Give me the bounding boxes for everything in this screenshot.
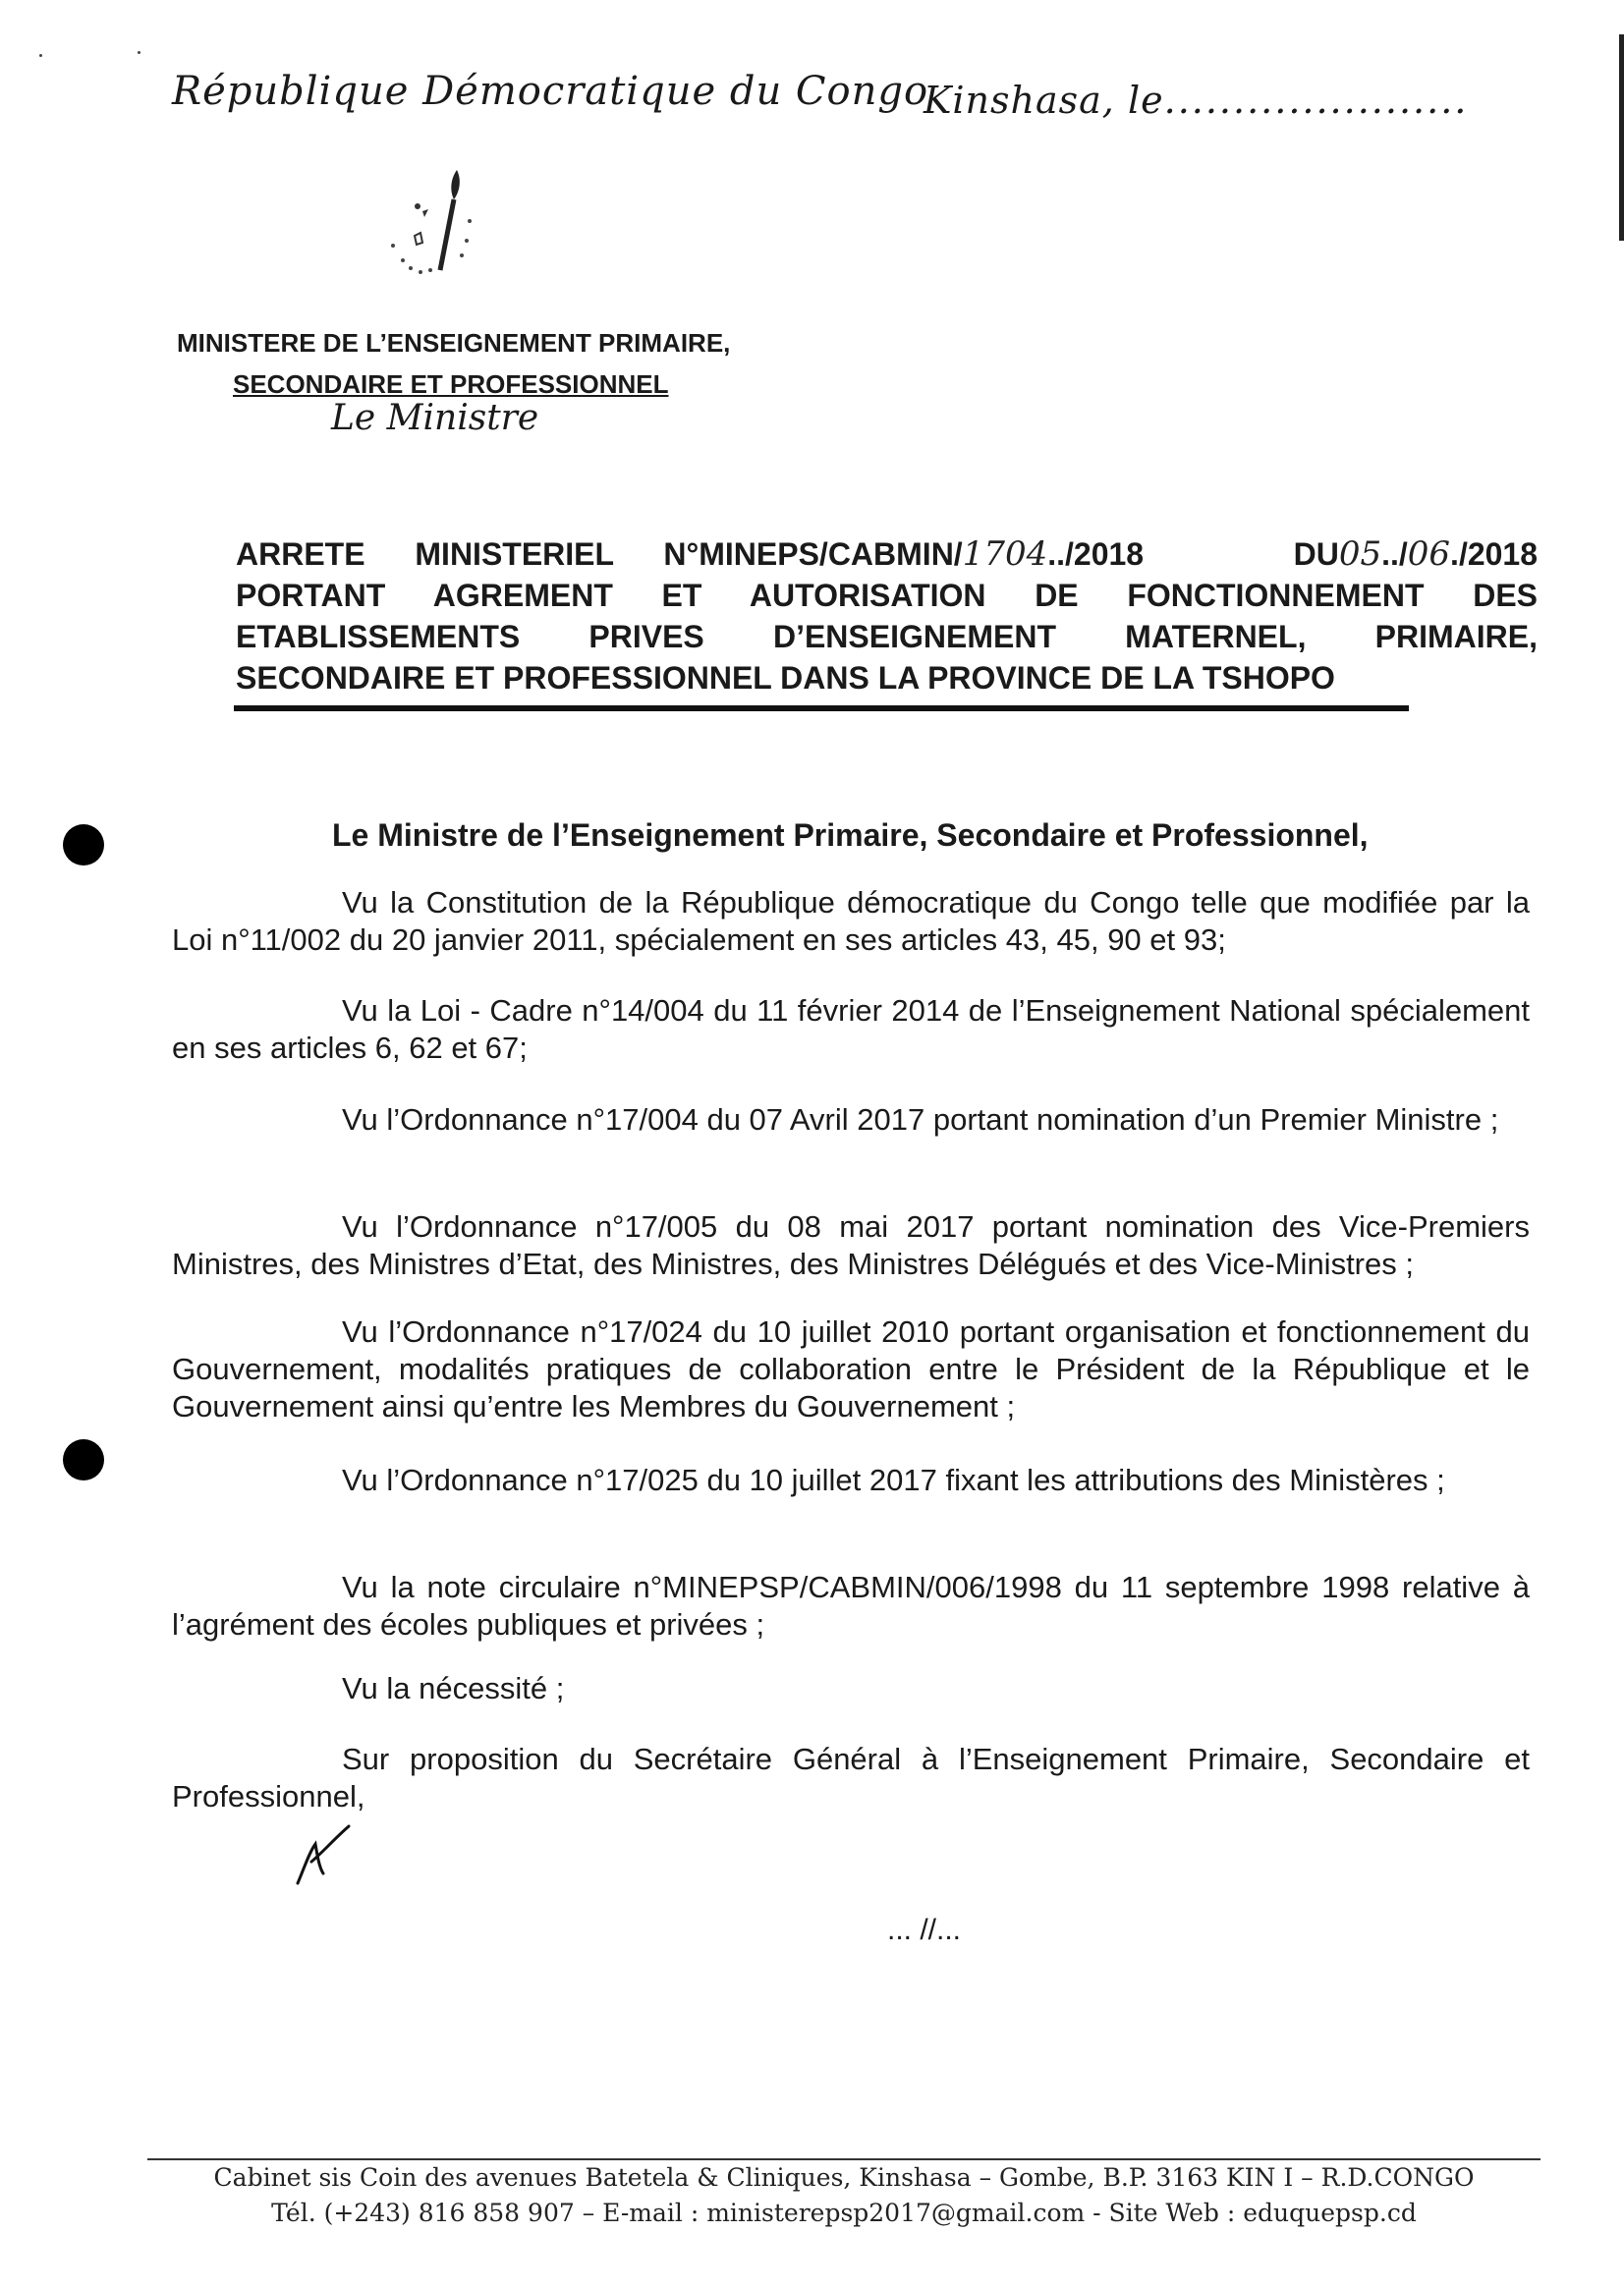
handwritten-initials-icon (290, 1822, 359, 1891)
decree-title-line-2: PORTANT AGREMENT ET AUTORISATION DE FONCTIONNEMENT DES (236, 578, 1538, 613)
citation-paragraph: Vu l’Ordonnance n°17/004 du 07 Avril 2017 portant nomination d’un Premier Ministre ; (342, 1102, 1499, 1137)
citation-paragraph: Vu l’Ordonnance n°17/025 du 10 juillet 2017 fixant les attributions des Ministères ; (342, 1463, 1445, 1497)
proposal-paragraph: Sur proposition du Secrétaire Général à l’Enseignement Primaire, Secondaire et Professionnel, (172, 1742, 1530, 1814)
citation-paragraph: Vu la note circulaire n°MINEPSP/CABMIN/006/1998 du 11 septembre 1998 relative à l’agrément des écoles publiques et privées ; (172, 1570, 1530, 1642)
signatory-title: Le Ministre (331, 398, 539, 438)
country-name: République Démocratique du Congo (172, 69, 929, 114)
citation-paragraph: Vu l’Ordonnance n°17/024 du 10 juillet 2010 portant organisation et fonctionnement du Gouvernement, modalités pratiques de collaboration entre le Président de la République et le Gouvernement ainsi qu’entre les Membres du Gouvernement ; (172, 1314, 1530, 1424)
place-date-dots: ...................... (1163, 79, 1469, 122)
title-underline (234, 705, 1409, 711)
place-date-label: Kinshasa, le (924, 79, 1164, 122)
scan-speck (138, 51, 140, 54)
ministry-name (177, 322, 730, 405)
decree-title-line-1: ARRETE MINISTERIEL N°MINEPS/CABMIN/1704../2018 DU05../06./2018 (236, 534, 1539, 574)
scan-speck (39, 54, 42, 57)
handwritten-day: 05 (1338, 534, 1382, 574)
footer-address: Cabinet sis Coin des avenues Batetela & Cliniques, Kinshasa – Gombe, B.P. 3163 KIN I – R.D.CONGO (213, 2163, 1475, 2192)
citation-paragraph: Vu la Loi - Cadre n°14/004 du 11 février 2014 de l’Enseignement National spécialement en ses articles 6, 62 et 67; (172, 993, 1530, 1065)
citation-paragraph: Vu l’Ordonnance n°17/005 du 08 mai 2017 portant nomination des Vice-Premiers Ministres, des Ministres d’Etat, des Ministres, des Ministres Délégués et des Vice-Ministres ; (172, 1209, 1530, 1281)
ministry-line-2: SECONDAIRE ET PROFESSIONNEL (233, 369, 669, 399)
punch-hole-mark (63, 824, 104, 865)
punch-hole-mark (63, 1439, 104, 1480)
footer-divider (147, 2158, 1540, 2160)
ministry-line-1: MINISTERE DE L’ENSEIGNEMENT PRIMAIRE, (177, 328, 731, 358)
place-date-line (924, 79, 1468, 122)
citation-paragraph: Vu la nécessité ; (342, 1671, 565, 1705)
scan-edge-mark (1619, 34, 1624, 241)
decree-title (236, 533, 1538, 698)
citation-paragraph: Vu la Constitution de la République démocratique du Congo telle que modifiée par la Loi n°11/002 du 20 janvier 2011, spécialement en ses articles 43, 45, 90 et 93; (172, 885, 1530, 957)
torch-coat-of-arms-icon (364, 162, 491, 290)
footer-contact: Tél. (+243) 816 858 907 – E-mail : ministerepsp2017@gmail.com - Site Web : eduquepsp.cd (271, 2199, 1417, 2227)
handwritten-month: 06 (1407, 534, 1451, 574)
preamble-heading: Le Ministre de l’Enseignement Primaire, Secondaire et Professionnel, (332, 817, 1369, 853)
decree-title-line-4: SECONDAIRE ET PROFESSIONNEL DANS LA PROVINCE DE LA TSHOPO (236, 660, 1335, 696)
page-continuation: ... //... (887, 1914, 962, 1946)
handwritten-decree-number: 1704 (962, 534, 1048, 574)
decree-title-line-3: ETABLISSEMENTS PRIVES D’ENSEIGNEMENT MATERNEL, PRIMAIRE, (236, 619, 1538, 654)
